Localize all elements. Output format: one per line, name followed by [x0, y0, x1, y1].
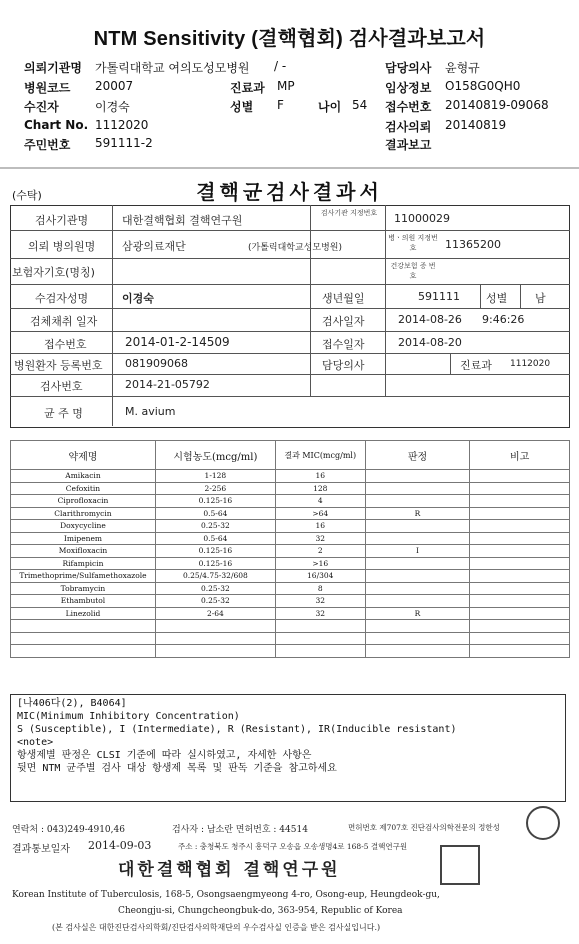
table-cell — [155, 620, 275, 633]
receipt-label: 접수번호 — [385, 100, 432, 114]
requester-label: 의뢰기관명 — [24, 61, 82, 75]
table-cell: 1-128 — [155, 470, 275, 483]
table-cell: Moxifloxacin — [11, 545, 156, 558]
specimen-date-label: 검체채취 일자 — [30, 315, 98, 328]
doctor-label: 담당의사 — [385, 61, 432, 75]
contact: 연락처 : 043)249-4910,46 — [12, 825, 125, 835]
table-cell — [11, 620, 156, 633]
table-cell — [470, 495, 570, 508]
table-cell — [470, 582, 570, 595]
collector-value-scan: 이경숙 — [122, 292, 154, 305]
table-cell — [365, 482, 470, 495]
seal-stamp — [526, 806, 560, 840]
table-cell — [470, 532, 570, 545]
table-cell: 2-256 — [155, 482, 275, 495]
req-hosp-value: 삼광의료재단 — [122, 240, 186, 253]
collector-value: 이경숙 — [95, 100, 130, 114]
receipt-date-label: 접수일자 — [322, 338, 365, 351]
table-header-cell: 약제명 — [11, 441, 156, 470]
table-cell — [365, 620, 470, 633]
table-cell — [275, 645, 365, 658]
table-cell — [470, 607, 570, 620]
table-cell — [470, 595, 570, 608]
table-cell — [11, 632, 156, 645]
test-no-label: 검사번호 — [40, 380, 83, 393]
note-line: 뒷면 NTM 균주별 검사 대상 항생제 목록 및 판독 기준을 참고하세요 — [17, 763, 337, 774]
clinical-value: O158G0QH0 — [445, 79, 521, 93]
table-cell — [470, 632, 570, 645]
table-cell: 0.25/4.75-32/608 — [155, 570, 275, 583]
table-cell: Amikacin — [11, 470, 156, 483]
age-label: 나이 — [318, 100, 342, 114]
receipt-value: 20140819-09068 — [445, 98, 549, 112]
table-row — [11, 470, 570, 483]
table-cell: 16/304 — [275, 570, 365, 583]
org-english-2: Cheongju-si, Chungcheongbuk-do, 363-954, Republic of Korea — [118, 906, 403, 916]
table-cell — [11, 645, 156, 658]
table-cell: Ciprofloxacin — [11, 495, 156, 508]
grid-line — [10, 258, 570, 259]
clinical-label: 임상정보 — [385, 81, 432, 95]
note-line: <note> — [17, 737, 54, 748]
table-cell: 32 — [275, 595, 365, 608]
inst-code-label: 검사기관 지정번호 — [320, 209, 378, 217]
table-cell: Tobramycin — [11, 582, 156, 595]
requester-slash: / - — [274, 59, 287, 73]
receipt-value-scan: 2014-01-2-14509 — [125, 335, 230, 349]
divider — [0, 167, 579, 169]
table-cell — [365, 495, 470, 508]
grid-line — [520, 284, 521, 308]
table-header-cell: 시험농도(mcg/ml) — [155, 441, 275, 470]
table-row — [11, 545, 570, 558]
table-cell: 0.25-32 — [155, 582, 275, 595]
patient-no-value: 081909068 — [125, 357, 188, 370]
table-row — [11, 607, 570, 620]
grid-line — [10, 374, 570, 375]
table-cell — [470, 545, 570, 558]
sex-label: 성별 — [230, 100, 254, 114]
table-cell: 4 — [275, 495, 365, 508]
table-row — [11, 495, 570, 508]
patient-no-label: 병원환자 등록번호 — [14, 359, 103, 372]
table-cell: >16 — [275, 557, 365, 570]
table-row — [11, 482, 570, 495]
susceptibility-table — [10, 440, 570, 658]
table-row — [11, 595, 570, 608]
table-header-row — [11, 441, 570, 470]
grid-line — [310, 205, 311, 396]
req-hosp-sub: (가톨릭대학교성모병원) — [248, 243, 342, 253]
table-cell: 16 — [275, 470, 365, 483]
table-row — [11, 532, 570, 545]
table-cell: Clarithromycin — [11, 507, 156, 520]
table-cell: 0.125-16 — [155, 495, 275, 508]
table-cell — [365, 532, 470, 545]
doctor-label-scan: 담당의사 — [322, 359, 365, 372]
table-cell: R — [365, 607, 470, 620]
table-row — [11, 570, 570, 583]
dept-label-scan: 진료과 — [460, 359, 492, 372]
table-cell — [365, 582, 470, 595]
result-report-label: 결과보고 — [385, 138, 432, 152]
table-cell: Rifampicin — [11, 557, 156, 570]
grid-line — [450, 353, 451, 374]
sex-label-scan: 성별 — [486, 292, 508, 305]
receipt-date-value: 2014-08-20 — [398, 336, 462, 349]
grid-line — [10, 331, 570, 332]
org-korean: 대한결핵협회 결핵연구원 — [118, 860, 341, 880]
grid-line — [10, 308, 570, 309]
table-cell: 8 — [275, 582, 365, 595]
table-cell — [365, 520, 470, 533]
table-row — [11, 582, 570, 595]
health-label: 건강보험 증 번 호 — [390, 262, 436, 280]
table-row — [11, 620, 570, 633]
birth-label: 생년월일 — [322, 292, 365, 305]
table-row — [11, 507, 570, 520]
hospital-code-value: 20007 — [95, 79, 134, 93]
table-cell: R — [365, 507, 470, 520]
table-cell — [470, 570, 570, 583]
table-cell — [275, 632, 365, 645]
chart-value: 1112020 — [95, 118, 149, 132]
table-cell — [470, 645, 570, 658]
table-cell: 0.25-32 — [155, 520, 275, 533]
dept-label: 진료과 — [230, 81, 265, 95]
grid-line — [10, 230, 570, 231]
insured-label: 보험자기호(명칭) — [12, 266, 95, 279]
table-cell: 32 — [275, 532, 365, 545]
note-line: S (Susceptible), I (Intermediate), R (Resistant), IR(Inducible resistant) — [17, 724, 457, 735]
table-cell: Ethambutol — [11, 595, 156, 608]
table-cell: Trimethoprime/Sulfamethoxazole — [11, 570, 156, 583]
table-cell — [155, 632, 275, 645]
test-date-label: 검사일자 — [322, 315, 365, 328]
table-cell: Cefoxitin — [11, 482, 156, 495]
table-cell: Linezolid — [11, 607, 156, 620]
request-date-value: 20140819 — [445, 118, 507, 132]
grid-line — [10, 284, 570, 285]
test-no-value: 2014-21-05792 — [125, 378, 210, 391]
table-cell — [470, 507, 570, 520]
collector-label: 수진자 — [24, 100, 59, 114]
table-cell — [470, 557, 570, 570]
req-code-label: 병ㆍ의원 지정번호 — [388, 234, 438, 252]
req-code-value: 11365200 — [445, 238, 501, 251]
note-line: [나406다(2), B4064] — [17, 698, 127, 709]
report-title: NTM Sensitivity (결핵협회) 검사결과보고서 — [93, 28, 486, 50]
test-date-value: 2014-08-26 — [398, 313, 462, 326]
table-cell — [365, 470, 470, 483]
scan-title: 결핵균검사결과서 — [196, 180, 383, 204]
test-time-value: 9:46:26 — [482, 313, 525, 326]
collector-label-scan: 수검자성명 — [35, 292, 89, 305]
table-cell — [470, 482, 570, 495]
inst-label: 검사기관명 — [35, 214, 89, 227]
note-line: 항생제별 판정은 CLSI 기준에 따라 실시하였고, 자세한 사항은 — [17, 750, 312, 761]
table-cell: 0.5-64 — [155, 507, 275, 520]
requester-value: 가톨릭대학교 여의도성모병원 — [95, 61, 250, 75]
chart-label: Chart No. — [24, 118, 89, 132]
table-cell: 0.5-64 — [155, 532, 275, 545]
examiner: 검사자 : 남소란 면허번호 : 44514 — [172, 825, 308, 835]
age-value: 54 — [352, 98, 368, 112]
sex-value-scan: 남 — [535, 292, 546, 305]
table-cell — [365, 570, 470, 583]
license: 면허번호 제707호 진단검사의학전문의 정한성 — [348, 823, 500, 832]
notes-box — [10, 694, 566, 802]
table-cell — [155, 645, 275, 658]
report-date-label: 결과통보일자 — [12, 844, 70, 855]
table-header-cell: 판정 — [365, 441, 470, 470]
table-cell: 32 — [275, 607, 365, 620]
resident-label: 주민번호 — [24, 138, 71, 152]
resident-value: 591111-2 — [95, 136, 153, 150]
table-cell: 2 — [275, 545, 365, 558]
grid-line — [112, 205, 113, 426]
species-value: M. avium — [125, 405, 176, 418]
grid-line — [385, 205, 386, 396]
table-cell: 16 — [275, 520, 365, 533]
receipt-label-scan: 접수번호 — [44, 338, 87, 351]
table-cell — [365, 557, 470, 570]
org-seal-stamp — [440, 845, 480, 885]
inst-value: 대한결핵협회 결핵연구원 — [122, 214, 243, 227]
note-line: MIC(Minimum Inhibitory Concentration) — [17, 711, 240, 722]
table-cell — [275, 620, 365, 633]
table-cell — [470, 470, 570, 483]
report-date-value: 2014-09-03 — [88, 839, 152, 852]
table-row — [11, 632, 570, 645]
table-cell: 2-64 — [155, 607, 275, 620]
copy-label: (수탁) — [12, 189, 42, 202]
table-row — [11, 557, 570, 570]
address-short: 주소 : 충청북도 청주시 흥덕구 오송읍 오송생명4로 168-5 결핵연구원 — [178, 842, 408, 851]
table-cell: 128 — [275, 482, 365, 495]
grid-line — [10, 396, 570, 397]
table-cell: 0.25-32 — [155, 595, 275, 608]
dept-value-scan: 1112020 — [510, 359, 551, 369]
doctor-value: 윤형규 — [445, 61, 480, 75]
table-cell — [365, 632, 470, 645]
table-cell — [365, 645, 470, 658]
grid-line — [480, 284, 481, 308]
table-cell: Imipenem — [11, 532, 156, 545]
table-header-cell: 결과 MIC(mcg/ml) — [275, 441, 365, 470]
dept-value: MP — [277, 79, 295, 93]
table-header-cell: 비고 — [470, 441, 570, 470]
sex-value: F — [277, 98, 284, 112]
table-cell: Doxycycline — [11, 520, 156, 533]
table-cell: I — [365, 545, 470, 558]
table-cell — [470, 520, 570, 533]
birth-value: 591111 — [418, 290, 460, 303]
table-row — [11, 520, 570, 533]
table-cell — [365, 595, 470, 608]
species-label: 균 주 명 — [44, 407, 83, 420]
table-cell: 0.125-16 — [155, 545, 275, 558]
inst-code-value: 11000029 — [394, 212, 450, 225]
table-cell: >64 — [275, 507, 365, 520]
table-cell: 0.125-16 — [155, 557, 275, 570]
hospital-code-label: 병원코드 — [24, 81, 71, 95]
request-date-label: 검사의뢰 — [385, 120, 432, 134]
grid-line — [10, 353, 570, 354]
org-english-1: Korean Institute of Tuberculosis, 168-5, Osongsaengmyeong 4-ro, Osong-eup, Heungdeok-gu, — [12, 890, 440, 900]
certification: (본 검사실은 대한진단검사의학회/진단검사의학재단의 우수검사실 인증을 받은 검사실입니다.) — [52, 923, 381, 932]
req-hosp-label: 의뢰 병의원명 — [28, 240, 96, 253]
table-cell — [470, 620, 570, 633]
table-row — [11, 645, 570, 658]
report-header — [0, 0, 579, 160]
